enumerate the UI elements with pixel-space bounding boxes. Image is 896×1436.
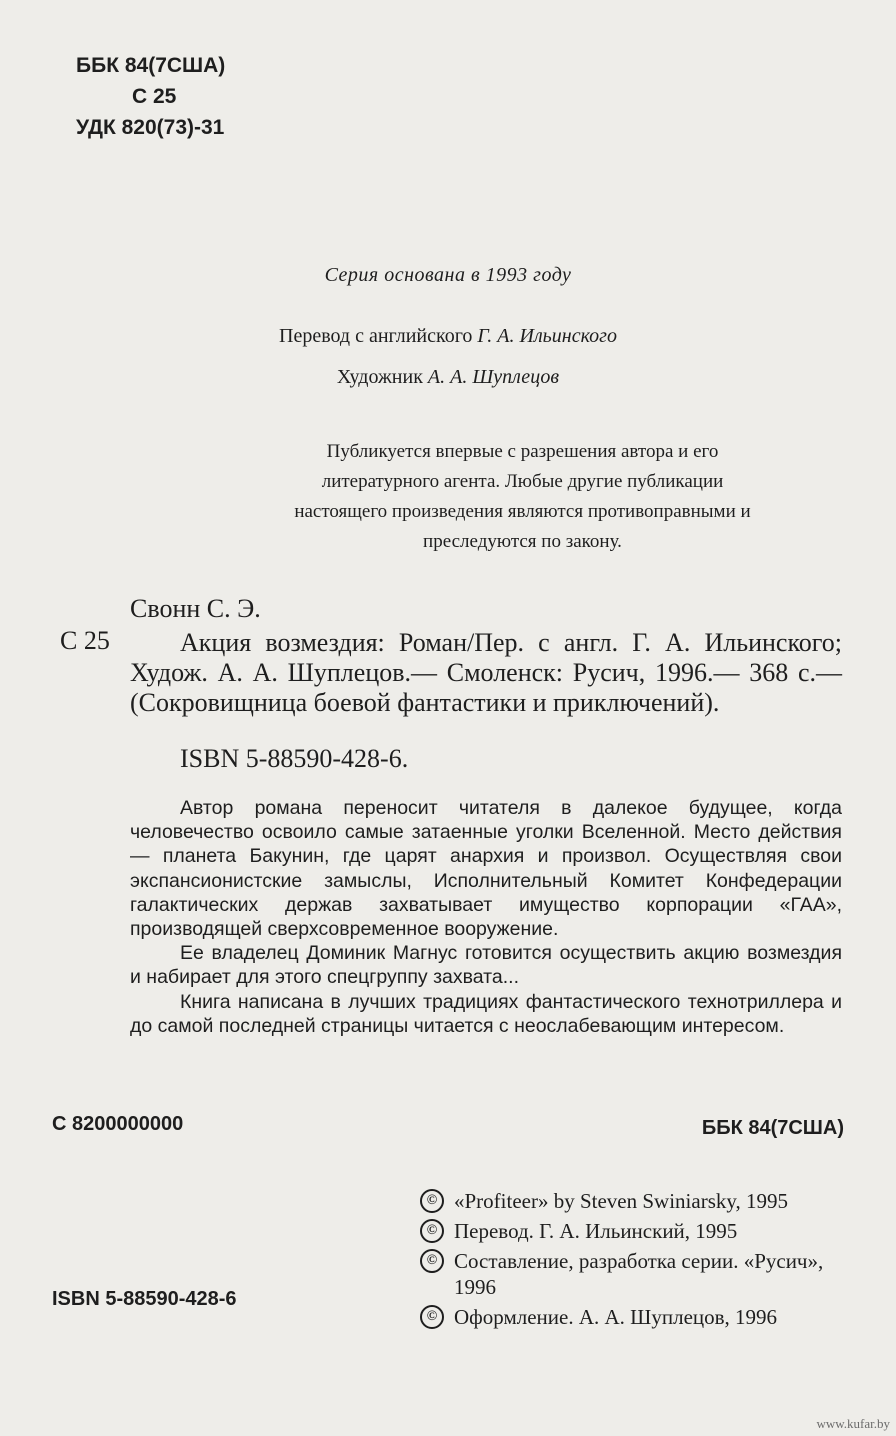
copyright-icon: ©	[420, 1189, 444, 1213]
catalog-card-description	[130, 628, 842, 718]
copyright-line	[420, 1188, 848, 1214]
copyright-text: «Profiteer» by Steven Swiniarsky, 1995	[454, 1189, 789, 1213]
footer-code: С 8200000000	[52, 1113, 184, 1135]
annotation-paragraph: Автор романа переносит читателя в далекое будущее, когда человечество освоило самые затаенные уголки Вселенной. Место действия — планета Бакунин, где царят анархия и произвол. Осуществляя свои экспансионистские замыслы, Исполнительный Комитет Конфедерации галактических держав захватывает имущество корпорации «ГАА», производящей сверхсовременное вооружение.	[130, 797, 842, 941]
copyright-text: Оформление. А. А. Шуплецов, 1996	[454, 1305, 778, 1329]
footer-bbk: ББК 84(7США)	[701, 1117, 844, 1139]
catalog-card-mark: С 25	[60, 626, 110, 655]
annotation	[130, 796, 842, 1038]
translator-name: Г. А. Ильинского	[477, 325, 617, 347]
rights-line: Публикуется впервые с разрешения автора и его	[326, 441, 719, 462]
artist-prefix: Художник	[336, 366, 423, 388]
rights-line: литературного агента. Любые другие публикации	[321, 471, 724, 492]
copyright-icon: ©	[420, 1305, 444, 1329]
library-codes	[76, 50, 225, 143]
catalog-description-text: Акция возмездия: Роман/Пер. с англ. Г. А. Ильинского; Худож. А. А. Шуплецов.— Смоленск: Русич, 1996.— 368 с.— (Сокровищница боевой фантастики и приключений).	[130, 628, 842, 717]
rights-line: преследуются по закону.	[423, 531, 622, 552]
artist-credit	[0, 366, 896, 389]
copyright-text: Перевод. Г. А. Ильинский, 1995	[454, 1219, 738, 1243]
annotation-paragraph: Книга написана в лучших традициях фантастического технотриллера и до самой последней страницы читается с неослабевающим интересом.	[130, 990, 842, 1037]
author-mark: С 25	[132, 85, 177, 108]
copyright-text: Составление, разработка серии. «Русич», 1996	[454, 1249, 824, 1299]
footer-isbn: ISBN 5-88590-428-6	[52, 1288, 237, 1310]
copyright-line	[420, 1218, 848, 1244]
watermark: www.kufar.by	[816, 1416, 890, 1431]
copyright-line	[420, 1304, 848, 1330]
copyright-icon: ©	[420, 1249, 444, 1273]
copyright-icon: ©	[420, 1219, 444, 1243]
catalog-card-author: Свонн С. Э.	[130, 594, 261, 623]
artist-name: А. А. Шуплецов	[427, 366, 560, 388]
rights-line: настоящего произведения являются противоправными и	[294, 501, 751, 522]
annotation-paragraph: Ее владелец Доминик Магнус готовится осуществить акцию возмездия и набирает для этого спецгруппу захвата...	[130, 942, 842, 989]
series-note: Серия основана в 1993 году	[324, 264, 572, 286]
bbk-code: ББК 84(7США)	[76, 54, 226, 77]
rights-notice	[270, 437, 775, 557]
copyright-line	[420, 1248, 848, 1300]
catalog-card-isbn: ISBN 5-88590-428-6.	[180, 744, 409, 773]
copyright-block	[420, 1188, 848, 1330]
translation-credit	[0, 325, 896, 348]
udk-code: УДК 820(73)-31	[76, 116, 225, 139]
translation-prefix: Перевод с английского	[279, 325, 473, 347]
